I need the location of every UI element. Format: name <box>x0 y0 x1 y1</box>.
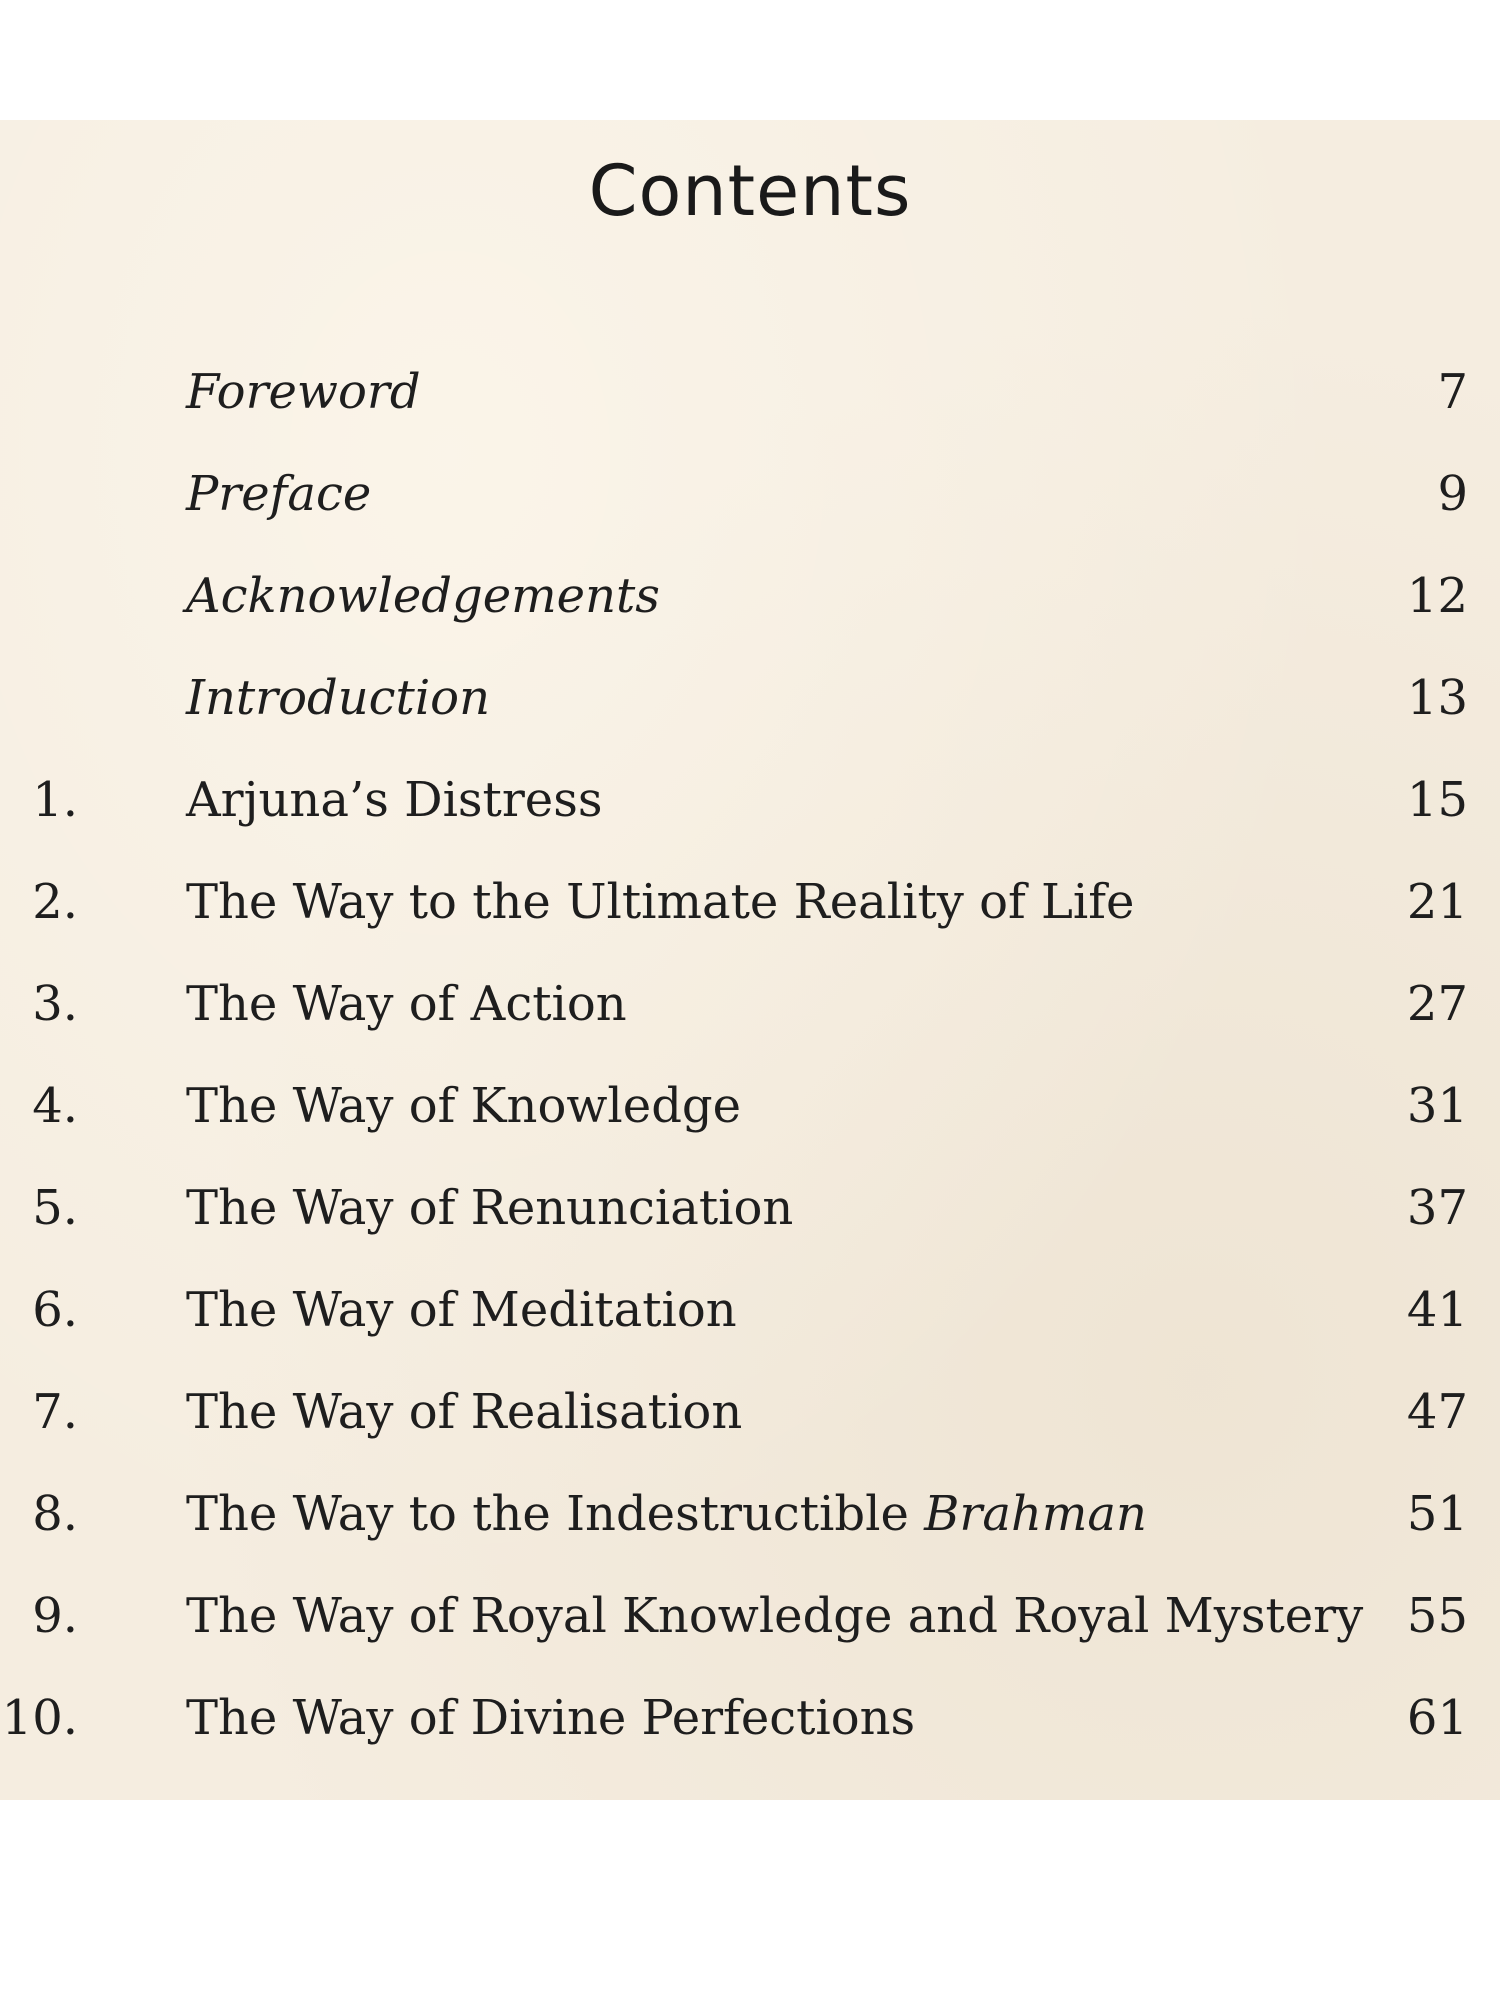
toc-chapter-7 <box>0 1370 1500 1460</box>
chapter-page: 21 <box>1406 874 1468 930</box>
toc-entry-page: 7 <box>1437 364 1468 420</box>
toc-entry-preface <box>0 452 1500 542</box>
chapter-number: 4. <box>32 1078 78 1134</box>
chapter-page: 55 <box>1406 1588 1468 1644</box>
contents-heading: Contents <box>588 150 912 232</box>
chapter-number: 3. <box>32 976 78 1032</box>
chapter-number: 2. <box>32 874 78 930</box>
toc-chapter-5 <box>0 1166 1500 1256</box>
chapter-page: 31 <box>1406 1078 1468 1134</box>
chapter-number: 9. <box>32 1588 78 1644</box>
chapter-number: 5. <box>32 1180 78 1236</box>
toc-chapter-9 <box>0 1574 1500 1664</box>
chapter-title <box>186 1486 1147 1542</box>
chapter-page: 47 <box>1406 1384 1468 1440</box>
toc-entry-acknowledgements <box>0 554 1500 644</box>
chapter-title: The Way of Action <box>186 976 627 1032</box>
chapter-page: 41 <box>1406 1282 1468 1338</box>
toc-chapter-8 <box>0 1472 1500 1562</box>
toc-entry-title: Acknowledgements <box>186 568 660 624</box>
toc-chapter-6 <box>0 1268 1500 1358</box>
chapter-title: The Way to the Ultimate Reality of Life <box>186 874 1135 930</box>
toc-entry-page: 13 <box>1406 670 1468 726</box>
toc-entry-introduction <box>0 656 1500 746</box>
toc-entry-title: Introduction <box>186 670 490 726</box>
toc-chapter-10 <box>0 1676 1500 1766</box>
chapter-number: 7. <box>32 1384 78 1440</box>
chapter-title: The Way of Knowledge <box>186 1078 742 1134</box>
toc-entry-title: Foreword <box>186 364 421 420</box>
chapter-page: 51 <box>1406 1486 1468 1542</box>
toc-chapter-1 <box>0 758 1500 848</box>
chapter-title-emphasis: Brahman <box>924 1486 1147 1542</box>
chapter-number: 6. <box>32 1282 78 1338</box>
chapter-title: The Way of Royal Knowledge and Royal Mystery <box>186 1588 1364 1644</box>
chapter-title: Arjuna’s Distress <box>186 772 603 828</box>
chapter-page: 15 <box>1406 772 1468 828</box>
chapter-title: The Way of Meditation <box>186 1282 737 1338</box>
toc-chapter-3 <box>0 962 1500 1052</box>
chapter-page: 61 <box>1406 1690 1468 1746</box>
chapter-page: 37 <box>1406 1180 1468 1236</box>
chapter-number: 1. <box>32 772 78 828</box>
chapter-title: The Way of Renunciation <box>186 1180 794 1236</box>
toc-chapter-2 <box>0 860 1500 950</box>
contents-page <box>0 120 1500 1800</box>
chapter-number: 8. <box>32 1486 78 1542</box>
chapter-title: The Way of Divine Perfections <box>186 1690 916 1746</box>
chapter-title-text: The Way to the Indestructible <box>186 1486 925 1542</box>
toc-entry-title: Preface <box>186 466 372 522</box>
chapter-page: 27 <box>1406 976 1468 1032</box>
toc-chapter-4 <box>0 1064 1500 1154</box>
chapter-title: The Way of Realisation <box>186 1384 743 1440</box>
toc-entry-foreword <box>0 350 1500 440</box>
toc-entry-page: 9 <box>1437 466 1468 522</box>
toc-entry-page: 12 <box>1406 568 1468 624</box>
chapter-number: 10. <box>1 1690 78 1746</box>
